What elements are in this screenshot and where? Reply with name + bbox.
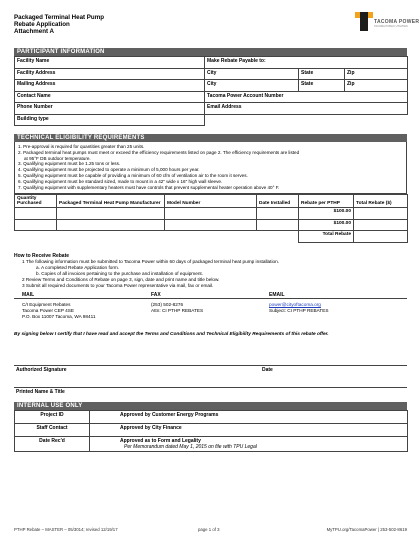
total-rebate-input[interactable]: [354, 231, 408, 243]
manufacturer-input[interactable]: [57, 219, 165, 231]
table-row: [15, 208, 408, 220]
mail-address: C/I Equipment Rebates Tacoma Power CEP 4SE P.O. Box 11007 Tacoma, WA 98411: [22, 301, 96, 319]
facility-address-field[interactable]: Facility Address: [15, 68, 205, 80]
participant-table: [14, 56, 408, 126]
eligibility-item: 6. Qualifying equipment must be standard sized, made to mount in a 42" wide x 16" high wall sleeve.: [18, 178, 223, 184]
eligibility-section-title: TECHNICAL ELIGIBILITY REQUIREMENTS: [14, 134, 407, 142]
footer-revision: PTHP Rebate – MASTER – 05/3014; revised 12/19/17: [14, 527, 118, 532]
quantity-input[interactable]: [15, 219, 57, 231]
staff-contact-label: Staff Contact: [15, 423, 90, 436]
logo-tagline: TACOMA PUBLIC UTILITIES: [374, 25, 408, 28]
fax-details: (253) 502-8276 Attn: CI PTHP REBATES: [151, 301, 204, 313]
facility-name-field[interactable]: Facility Name: [15, 57, 205, 69]
logo-name: TACOMA POWER: [374, 19, 420, 25]
approved-finance[interactable]: Approved by City Finance: [90, 423, 408, 436]
project-id-label: Project ID: [15, 410, 90, 423]
contact-name-field[interactable]: Contact Name: [15, 91, 205, 103]
form-title-2: Rebate Application: [14, 21, 70, 29]
table-row: [15, 231, 408, 243]
approved-legality: Approved as to Form and Legality: [120, 437, 201, 444]
equipment-table: [14, 194, 408, 243]
col-rebate-per: Rebate per PTHP: [299, 195, 354, 208]
facility-zip-field[interactable]: Zip: [345, 68, 408, 80]
mailing-address-field[interactable]: Mailing Address: [15, 80, 205, 92]
internal-section-title: INTERNAL USE ONLY: [14, 402, 407, 410]
col-total-rebate: Total Rebate ($): [354, 195, 408, 208]
model-input[interactable]: [165, 219, 257, 231]
email-details: power@cityoftacoma.org Subject: CI PTHP REBATES: [269, 301, 329, 313]
rebate-value: $100.00: [299, 219, 354, 231]
footer-website: MyTPU.org/TacomaPower | 253-502-8619: [326, 527, 407, 532]
eligibility-item: at 95°F DB outdoor temperature.: [24, 155, 91, 161]
building-type-field[interactable]: Building type: [15, 114, 205, 126]
certification-text: By signing below I certify that I have read and accept the Terms and Conditions and Technical Eligibility Requirements of this rebate offer.: [14, 331, 329, 337]
email-link[interactable]: power@cityoftacoma.org: [269, 301, 321, 307]
quantity-input[interactable]: [15, 208, 57, 220]
how-step: 1 The following information must be submitted to Tacoma Power within 60 days of packaged terminal heat pump installation.: [22, 258, 279, 264]
memorandum-note: Per Memorandum dated May 1, 2015 on file with TPU Legal: [124, 443, 257, 450]
total-rebate-label: Total Rebate: [299, 231, 354, 243]
fax-label: FAX: [151, 291, 161, 298]
col-model: Model Number: [165, 195, 257, 208]
total-input[interactable]: [354, 208, 408, 220]
mail-label: MAIL: [22, 291, 35, 298]
account-number-field[interactable]: Tacoma Power Account Number: [205, 91, 408, 103]
blank-cell: [205, 114, 408, 126]
tacoma-power-logo: [355, 10, 420, 38]
col-manufacturer: Packaged Terminal Heat Pump Manufacturer: [57, 195, 165, 208]
facility-city-field[interactable]: City: [205, 68, 299, 80]
email-label: EMAIL: [269, 291, 285, 298]
mailing-state-field[interactable]: State: [299, 80, 345, 92]
how-step: 3 Submit all required documents to your Tacoma Power representative via mail, fax or email.: [22, 282, 214, 288]
manufacturer-input[interactable]: [57, 208, 165, 220]
how-substep: b. Copies of all invoices pertaining to the purchase and installation of equipment.: [36, 270, 204, 276]
facility-state-field[interactable]: State: [299, 68, 345, 80]
signature-line[interactable]: [14, 344, 407, 373]
date-input[interactable]: [257, 208, 299, 220]
rebate-value: $100.00: [299, 208, 354, 220]
how-to-receive: [14, 253, 407, 289]
eligibility-list: [14, 142, 407, 194]
eligibility-item: 4. Qualifying equipment must be projected to operate a minimum of 5,000 hours per year.: [18, 167, 200, 173]
eligibility-item: 2. Packaged terminal heat pumps must meet or exceed the efficiency requirements listed on page 2. The efficiency requirements are listed: [18, 149, 300, 155]
phone-number-field[interactable]: Phone Number: [15, 103, 205, 115]
internal-table: [14, 410, 408, 452]
eligibility-item: 7. Qualifying equipment with supplementary heaters must have controls that prevent supplemental heater operation above 40° F.: [18, 184, 280, 190]
email-address-field[interactable]: Email Address: [205, 103, 408, 115]
how-substep: a. A completed Rebate Application form.: [36, 264, 120, 270]
approved-legality-cell[interactable]: [90, 436, 408, 451]
how-title: How to Receive Rebate: [14, 252, 70, 259]
eligibility-item: 5. Qualifying equipment must be capable of providing a minimum of 60 cfm of ventilation air to the room it serves.: [18, 172, 248, 178]
form-header: [14, 14, 420, 48]
make-payable-field[interactable]: Make Rebate Payable to:: [205, 57, 408, 69]
form-title-1: Packaged Terminal Heat Pump: [14, 14, 104, 21]
form-title-3: Attachment A: [14, 28, 54, 36]
eligibility-item: 3. Qualifying equipment must be 1.25 tons or less.: [18, 161, 121, 167]
model-input[interactable]: [165, 208, 257, 220]
mailing-city-field[interactable]: City: [205, 80, 299, 92]
printed-name-line[interactable]: [14, 376, 407, 395]
contact-details: [14, 302, 407, 328]
footer-page-number: page 1 of 3: [198, 527, 220, 532]
rebate-form: [14, 14, 420, 452]
signature-label: Authorized Signature: [16, 366, 67, 373]
participant-section-title: PARTICIPANT INFORMATION: [14, 48, 407, 56]
table-row: [15, 219, 408, 231]
date-recd-label: Date Rec'd: [15, 436, 90, 451]
eligibility-item: 1. Pre-approval is required for quantities greater than 25 units.: [18, 144, 145, 149]
logo-t-icon: [355, 10, 373, 32]
col-quantity: Quantity Purchased: [15, 195, 57, 208]
printed-name-label: Printed Name & Title: [16, 388, 65, 395]
col-date-installed: Date Installed: [257, 195, 299, 208]
mailing-zip-field[interactable]: Zip: [345, 80, 408, 92]
date-input[interactable]: [257, 219, 299, 231]
how-step: 2 Review Terms and Conditions of Rebate on page 3, sign, date and print name and title below.: [22, 276, 220, 282]
date-label: Date: [262, 366, 273, 373]
approved-cep[interactable]: Approved by Customer Energy Programs: [90, 410, 408, 423]
total-input[interactable]: [354, 219, 408, 231]
contact-header: [14, 292, 407, 299]
